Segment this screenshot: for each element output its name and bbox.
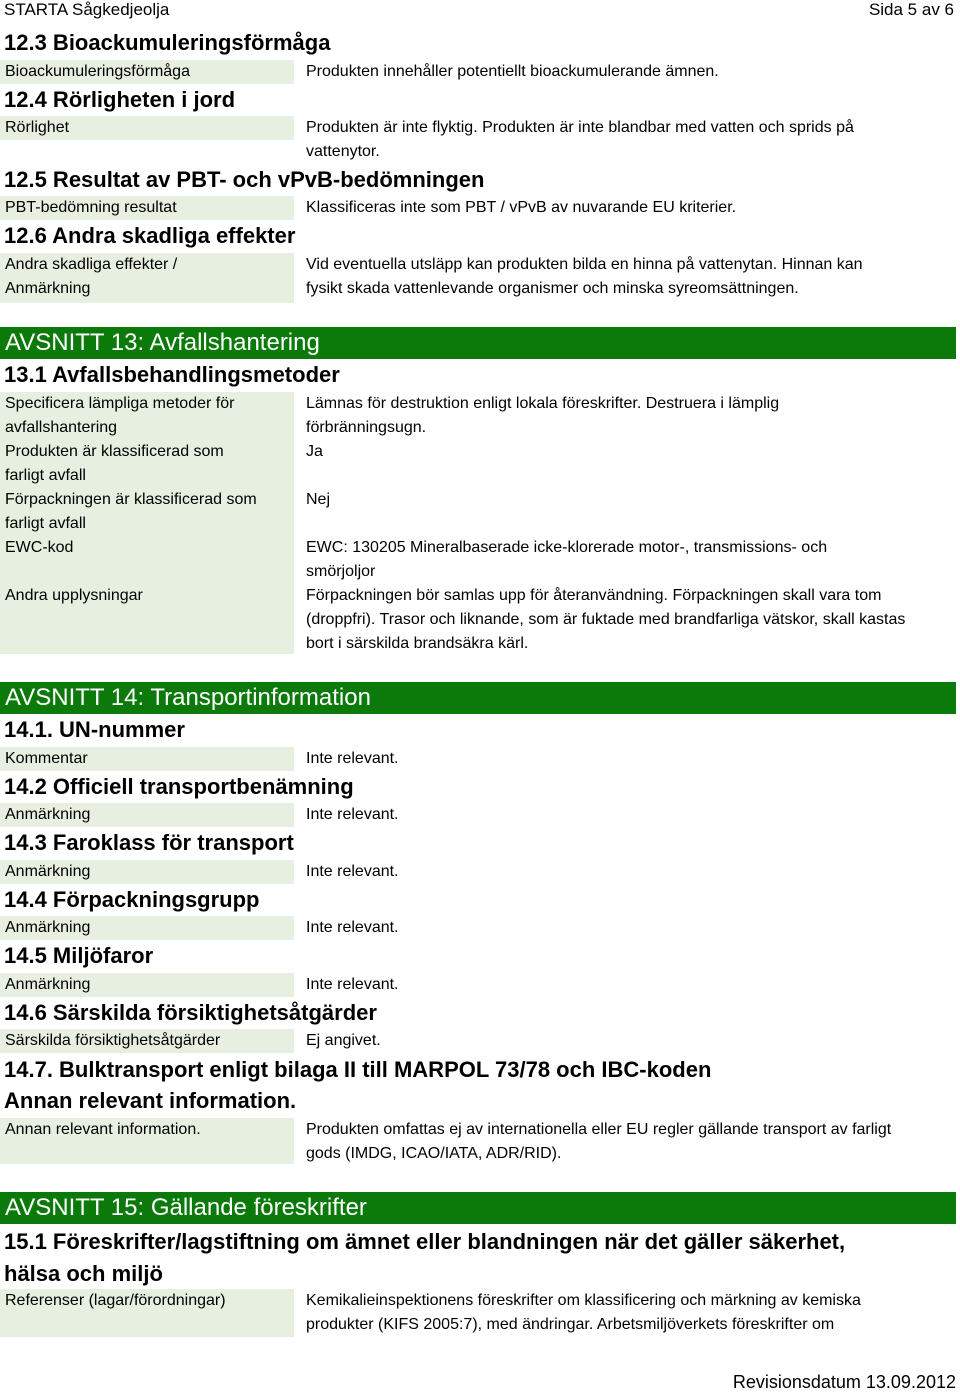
field-value: Inte relevant. (306, 976, 399, 993)
field-value: Produkten omfattas ej av internationella eller EU regler gällande transport av farligt gods (IMDG, ICAO/IATA, ADR/RID). (306, 1121, 892, 1162)
field-value: Förpackningen bör samlas upp för återanvändning. Förpackningen skall vara tom (droppfri). Trasor och liknande, som är fuktade med brandfarliga vätskor, skall kastas bort i särskilda brandsäkra kärl. (306, 587, 906, 652)
field-value: Ja (306, 443, 323, 460)
field-label (0, 916, 294, 940)
field-label-text: Annan relevant information. (5, 1121, 201, 1138)
field-label (0, 60, 294, 84)
revision-date: Revisionsdatum 13.09.2012 (732, 1372, 956, 1392)
field-value: Inte relevant. (306, 750, 399, 767)
page-number: Sida 5 av 6 (868, 0, 954, 19)
section-band-title: AVSNITT 13: Avfallshantering (5, 329, 320, 356)
field-label-text: PBT-bedömning resultat (5, 199, 177, 216)
field-value: Inte relevant. (306, 863, 399, 880)
document-title: STARTA Sågkedjeolja (4, 0, 170, 19)
field-label-text: Anmärkning (5, 806, 91, 823)
field-label-text: Rörlighet (5, 119, 70, 136)
field-value: Vid eventuella utsläpp kan produkten bilda en hinna på vattenytan. Hinnan kan fysikt skada vattenlevande organismer och minska syreomsättningen. (306, 256, 863, 297)
field-label-text: Kommentar (5, 750, 88, 767)
section-heading: 14.3 Faroklass för transport (4, 830, 294, 855)
field-label (0, 1289, 294, 1337)
section-heading: 14.6 Särskilda försiktighetsåtgärder (4, 1000, 377, 1025)
field-label-column (0, 392, 294, 654)
field-label-text: Bioackumuleringsförmåga (5, 63, 190, 80)
field-value: Kemikalieinspektionens föreskrifter om klassificering och märkning av kemiska produkter (KIFS 2005:7), med ändringar. Arbetsmiljöverkets föreskrifter om (306, 1292, 861, 1333)
field-label (0, 1029, 294, 1053)
field-label-text: EWC-kod (5, 539, 74, 556)
field-label-text: Andra upplysningar (5, 587, 143, 604)
field-label (0, 803, 294, 827)
section-heading: 14.5 Miljöfaror (4, 943, 154, 968)
field-label-text: Specificera lämpliga metoder för avfallshantering (5, 395, 235, 436)
field-label-text: Referenser (lagar/förordningar) (5, 1292, 226, 1309)
field-value: Inte relevant. (306, 806, 399, 823)
field-label-text: Andra skadliga effekter / Anmärkning (5, 256, 178, 297)
field-label-text: Produkten är klassificerad som farligt avfall (5, 443, 224, 484)
section-band (0, 682, 956, 714)
field-value: EWC: 130205 Mineralbaserade icke-klorerade motor-, transmissions- och smörjoljor (306, 539, 828, 580)
section-heading: 14.2 Officiell transportbenämning (4, 774, 354, 799)
field-label-text: Särskilda försiktighetsåtgärder (5, 1032, 221, 1049)
section-heading: 15.1 Föreskrifter/lagstiftning om ämnet eller blandningen när det gäller säkerhet, hälsa och miljö (4, 1229, 846, 1286)
field-label (0, 1118, 294, 1164)
section-band (0, 1192, 956, 1224)
section-heading: 13.1 Avfallsbehandlingsmetoder (4, 362, 340, 387)
field-label (0, 973, 294, 997)
field-value: Klassificeras inte som PBT / vPvB av nuvarande EU kriterier. (306, 199, 737, 216)
section-heading: 14.7. Bulktransport enligt bilaga II till MARPOL 73/78 och IBC-koden (4, 1057, 712, 1082)
field-label (0, 253, 294, 303)
field-value: Lämnas för destruktion enligt lokala föreskrifter. Destruera i lämplig förbränningsugn. (306, 395, 780, 436)
field-label (0, 116, 294, 140)
field-value: Produkten innehåller potentiellt bioackumulerande ämnen. (306, 63, 719, 80)
field-value: Nej (306, 491, 331, 508)
field-label-text: Förpackningen är klassificerad som farligt avfall (5, 491, 257, 532)
field-value: Produkten är inte flyktig. Produkten är inte blandbar med vatten och sprids på vattenytor. (306, 119, 854, 160)
field-label (0, 747, 294, 771)
section-heading: 14.1. UN-nummer (4, 717, 185, 742)
section-heading: 14.4 Förpackningsgrupp (4, 887, 260, 912)
field-label-text: Anmärkning (5, 919, 91, 936)
field-label-text: Anmärkning (5, 863, 91, 880)
section-band (0, 327, 956, 359)
field-label (0, 860, 294, 884)
field-value: Ej angivet. (306, 1032, 381, 1049)
section-heading: 12.3 Bioackumuleringsförmåga (4, 30, 331, 55)
field-label (0, 196, 294, 220)
section-band-title: AVSNITT 15: Gällande föreskrifter (5, 1194, 367, 1221)
section-heading: 12.5 Resultat av PBT- och vPvB-bedömningen (4, 167, 485, 192)
section-band-title: AVSNITT 14: Transportinformation (5, 684, 371, 711)
field-label-text: Anmärkning (5, 976, 91, 993)
section-heading: 12.6 Andra skadliga effekter (4, 223, 296, 248)
section-heading: Annan relevant information. (4, 1088, 297, 1113)
field-value: Inte relevant. (306, 919, 399, 936)
section-heading: 12.4 Rörligheten i jord (4, 87, 236, 112)
